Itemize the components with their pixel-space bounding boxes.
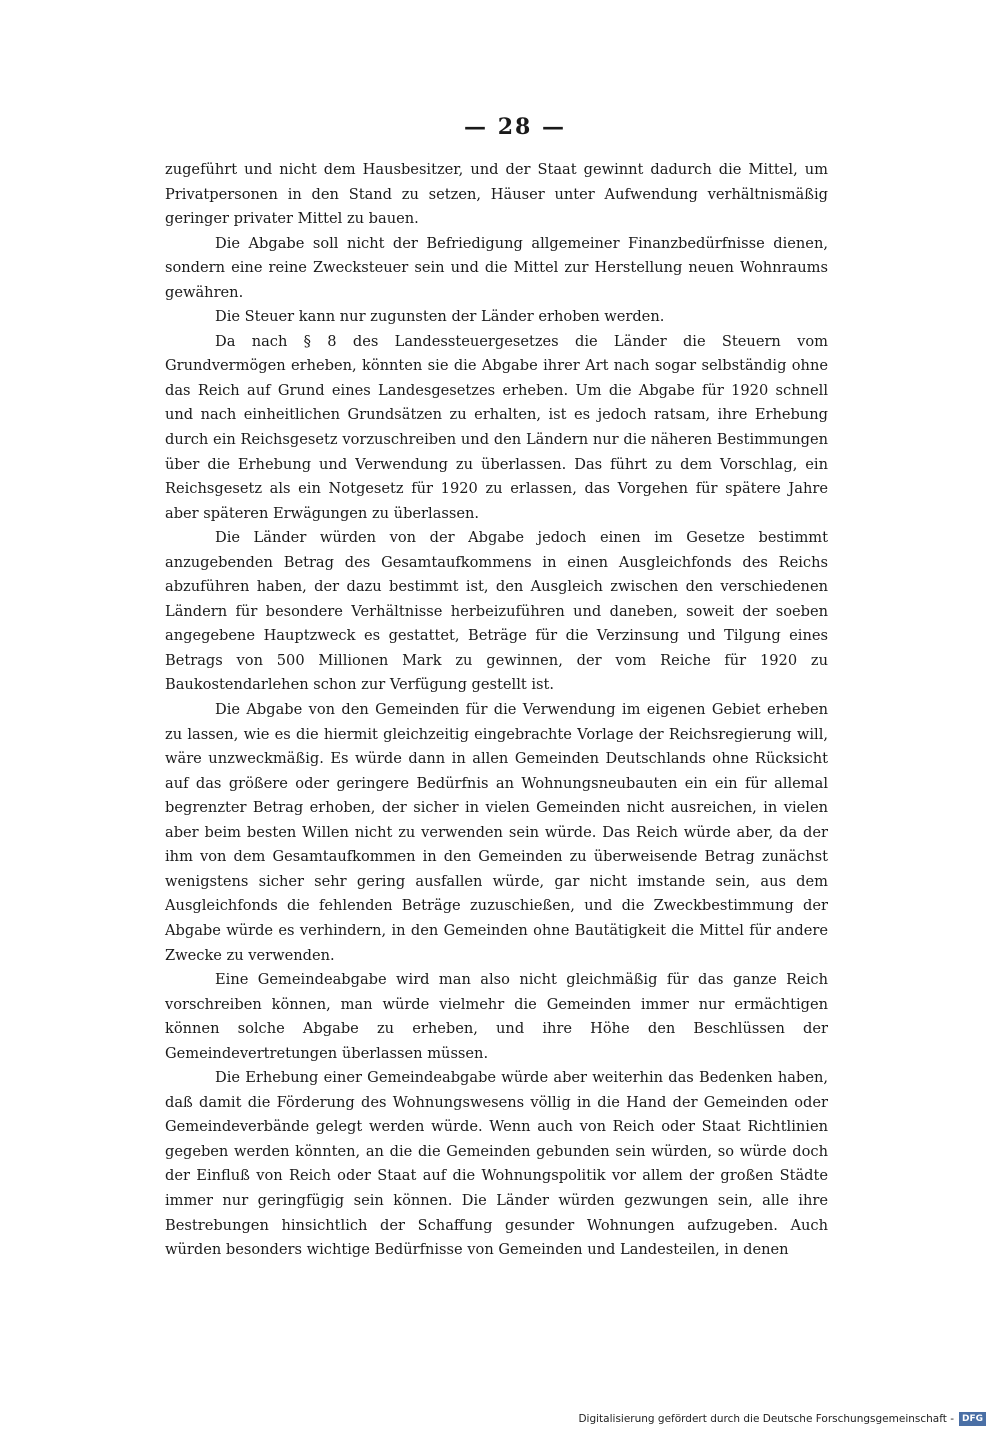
paragraph: Die Abgabe soll nicht der Befriedigung allgemeiner Finanzbedürfnisse dienen, sondern eine reine Zwecksteuer sein und die Mittel zur Herstellung neuen Wohnraums gewähren. [165,234,828,301]
paragraph: Eine Gemeindeabgabe wird man also nicht gleichmäßig für das ganze Reich vorschreiben können, man würde vielmehr die Gemeinden immer nur ermächtigen können solche Abgabe zu erheben, und ihre Höhe den Beschlüssen der Gemeindevertretungen überlassen müssen. [165,971,828,1062]
paragraph: Die Steuer kann nur zugunsten der Länder erhoben werden. [215,308,665,326]
footer-credit-text: Digitalisierung gefördert durch die Deutsche Forschungsgemeinschaft - [578,1413,954,1425]
page-number: — 28 — [464,114,566,140]
dfg-logo-icon: DFG [959,1412,986,1426]
paragraph: Da nach § 8 des Landessteuergesetzes die Länder die Steuern vom Grundvermögen erheben, könnten sie die Abgabe ihrer Art nach sogar selbständig ohne das Reich auf Grund eines Landesgesetzes erheben. Um die Abgabe für 1920 schnell und nach einheitlichen Grundsätzen zu erhalten, ist es jedoch ratsam, ihre Erhebung durch ein Reichsgesetz vorzuschreiben und den Ländern nur die näheren Bestimmungen über die Erhebung und Verwendung zu überlassen. Das führt zu dem Vorschlag, ein Reichsgesetz als ein Notgesetz für 1920 zu erlassen, das Vorgehen für spätere Jahre aber späteren Erwägungen zu überlassen. [165,332,828,522]
paragraph: Die Länder würden von der Abgabe jedoch einen im Gesetze bestimmt anzugebenden Betrag des Gesamtaufkommens in einen Ausgleichfonds des Reichs abzuführen haben, der dazu bestimmt ist, den Ausgleich zwischen den verschiedenen Ländern für besondere Verhältnisse herbeizuführen und daneben, soweit der soeben angegebene Hauptzweck es gestattet, Beträge für die Verzinsung und Tilgung eines Betrags von 500 Millionen Mark zu gewinnen, der vom Reiche für 1920 zu Baukostendarlehen schon zur Verfügung gestellt ist. [165,529,828,694]
paragraph: Die Erhebung einer Gemeindeabgabe würde aber weiterhin das Bedenken haben, daß damit die Förderung des Wohnungswesens völlig in die Hand der Gemeinden oder Gemeindeverbände gelegt werden würde. Wenn auch von Reich oder Staat Richtlinien gegeben werden könnten, an die die Gemeinden gebunden sein würden, so würde doch der Einfluß von Reich oder Staat auf die Wohnungspolitik vor allem der großen Städte immer nur geringfügig sein können. Die Länder würden gezwungen sein, alle ihre Bestrebungen hinsichtlich der Schaffung gesunder Wohnungen aufzugeben. Auch würden besonders wichtige Bedürfnisse von Gemeinden und Landesteilen, in denen [165,1069,828,1259]
digitization-footer [578,1412,986,1426]
body-text [165,158,828,1263]
paragraph: zugeführt und nicht dem Hausbesitzer, und der Staat gewinnt dadurch die Mittel, um Privatpersonen in den Stand zu setzen, Häuser unter Aufwendung verhältnismäßig geringer privater Mittel zu bauen. [165,161,828,228]
paragraph: Die Abgabe von den Gemeinden für die Verwendung im eigenen Gebiet erheben zu lassen, wie es die hiermit gleichzeitig eingebrachte Vorlage der Reichsregierung will, wäre unzweckmäßig. Es würde dann in allen Gemeinden Deutschlands ohne Rücksicht auf das größere oder geringere Bedürfnis an Wohnungsneubauten ein ein für allemal begrenzter Betrag erhoben, der sicher in vielen Gemeinden nicht ausreichen, in vielen aber beim besten Willen nicht zu verwenden sein würde. Das Reich würde aber, da der ihm von dem Gesamtaufkommen in den Gemeinden zu überweisende Betrag zunächst wenigstens sicher sehr gering ausfallen würde, gar nicht imstande sein, aus dem Ausgleichfonds die fehlenden Beträge zuzuschießen, und die Zweckbestimmung der Abgabe würde es verhindern, in den Gemeinden ohne Bautätigkeit die Mittel für andere Zwecke zu verwenden. [165,701,828,964]
